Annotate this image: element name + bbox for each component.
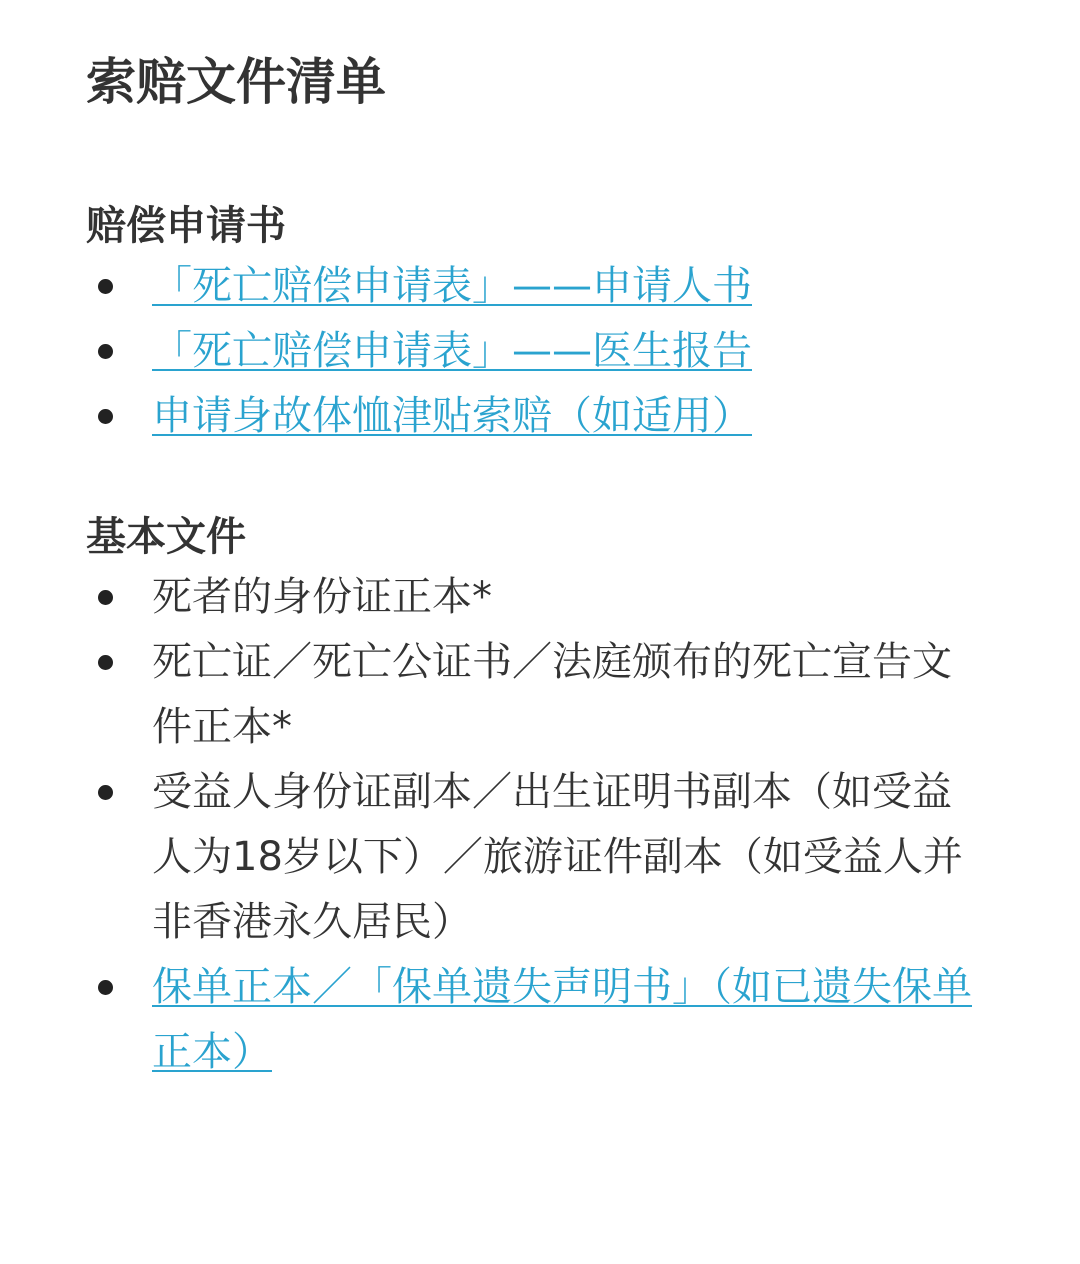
beneficiary-id-copy-text: 受益人身份证副本／出生证明书副本（如受益人为18岁以下）／旅游证件副本（如受益人并非香港永久居民） — [152, 769, 963, 945]
page-title: 索赔文件清单 — [86, 53, 386, 111]
list-item — [86, 565, 986, 630]
list-item — [86, 384, 986, 449]
death-claim-form-doctor-report-link[interactable]: 「死亡赔偿申请表」——医生报告 — [152, 328, 752, 374]
death-certificate-original-text: 死亡证／死亡公证书／法庭颁布的死亡宣告文件正本* — [152, 639, 952, 750]
claim-forms-list — [86, 254, 986, 449]
basic-documents-list — [86, 565, 986, 1085]
death-claim-form-applicant-link[interactable]: 「死亡赔偿申请表」——申请人书 — [152, 263, 752, 309]
list-item — [86, 760, 986, 955]
deceased-id-card-original-text: 死者的身份证正本* — [152, 574, 492, 620]
section-heading-claim-forms: 赔偿申请书 — [86, 203, 286, 249]
list-item — [86, 254, 986, 319]
list-item — [86, 630, 986, 760]
section-heading-basic-documents: 基本文件 — [86, 514, 246, 560]
policy-original-lost-declaration-link[interactable]: 保单正本／「保单遗失声明书」（如已遗失保单正本） — [152, 964, 972, 1075]
list-item — [86, 319, 986, 384]
death-compassionate-allowance-claim-link[interactable]: 申请身故体恤津贴索赔（如适用） — [152, 393, 752, 439]
list-item — [86, 955, 986, 1085]
